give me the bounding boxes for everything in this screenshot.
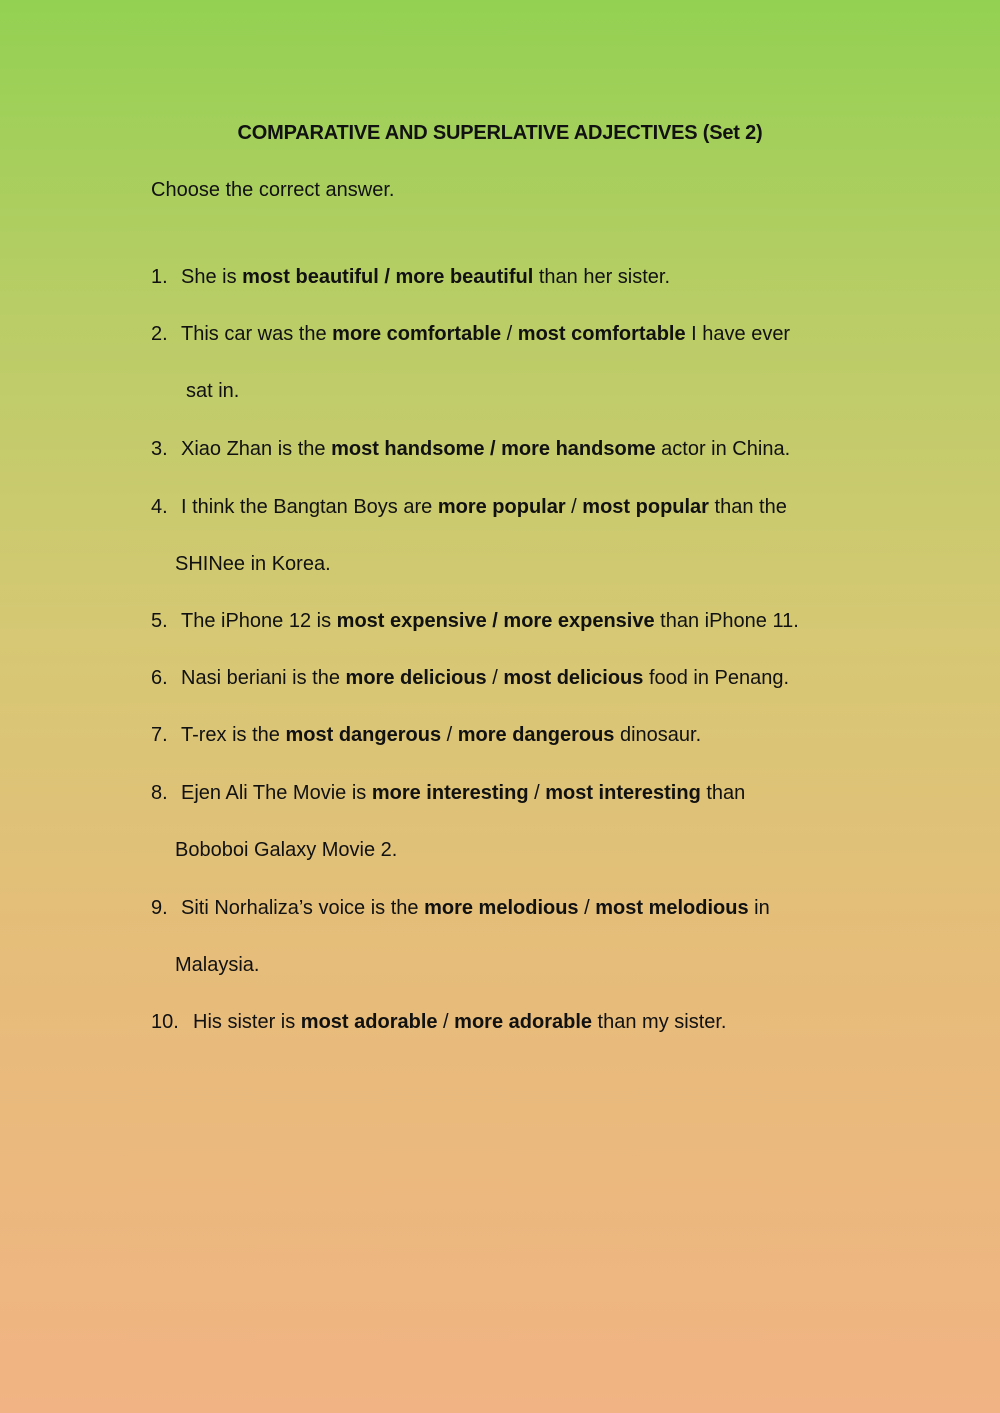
question-number: 5.	[151, 610, 168, 632]
question-4	[151, 496, 787, 519]
option-separator: /	[437, 1011, 455, 1033]
option-separator: /	[578, 897, 596, 919]
question-number: 1.	[151, 266, 168, 288]
answer-option-a[interactable]: most expensive	[336, 610, 487, 632]
answer-option-b[interactable]: most popular	[582, 496, 709, 518]
option-separator: /	[501, 323, 518, 345]
answer-option-b[interactable]: more dangerous	[457, 724, 615, 746]
question-number: 6.	[151, 667, 168, 689]
question-10	[151, 1011, 727, 1034]
answer-option-a[interactable]: more melodious	[424, 897, 579, 919]
question-number: 10.	[151, 1011, 179, 1033]
option-separator: /	[378, 266, 396, 288]
option-separator: /	[565, 496, 583, 518]
answer-option-b[interactable]: most comfortable	[517, 323, 686, 345]
answer-option-b[interactable]: more beautiful	[395, 266, 534, 288]
question-text-pre: His sister is	[193, 1011, 301, 1033]
question-text-post: food in Penang.	[643, 667, 790, 689]
question-text-post: than iPhone 11.	[654, 610, 799, 632]
question-text-pre: T-rex is the	[181, 724, 286, 746]
answer-option-a[interactable]: more interesting	[371, 782, 529, 804]
question-3	[151, 438, 790, 461]
question-number: 9.	[151, 897, 168, 919]
question-2-continuation: sat in.	[186, 380, 240, 402]
answer-option-b[interactable]: most melodious	[595, 897, 749, 919]
question-6	[151, 667, 789, 690]
question-8	[151, 782, 745, 805]
answer-option-a[interactable]: more popular	[437, 496, 566, 518]
option-separator: /	[484, 438, 502, 460]
question-number: 2.	[151, 323, 168, 345]
answer-option-b[interactable]: most delicious	[503, 667, 644, 689]
question-text-pre: Siti Norhaliza’s voice is the	[181, 897, 425, 919]
question-number: 4.	[151, 496, 168, 518]
question-9	[151, 897, 770, 920]
option-separator: /	[441, 724, 458, 746]
question-5	[151, 610, 799, 633]
question-9-continuation: Malaysia.	[175, 954, 260, 976]
question-text-pre: The iPhone 12 is	[181, 610, 337, 632]
question-text-pre: She is	[181, 266, 243, 288]
question-text-post: in	[748, 897, 770, 919]
question-text-post: I have ever	[685, 323, 791, 345]
question-number: 7.	[151, 724, 168, 746]
answer-option-b[interactable]: more expensive	[503, 610, 655, 632]
question-2	[151, 323, 790, 346]
answer-option-b[interactable]: more adorable	[454, 1011, 592, 1033]
question-number: 8.	[151, 782, 168, 804]
answer-option-b[interactable]: most interesting	[545, 782, 701, 804]
answer-option-a[interactable]: most adorable	[300, 1011, 438, 1033]
option-separator: /	[486, 667, 504, 689]
answer-option-a[interactable]: more delicious	[345, 667, 487, 689]
question-text-pre: Nasi beriani is the	[181, 667, 346, 689]
answer-option-b[interactable]: more handsome	[501, 438, 656, 460]
question-text-pre: This car was the	[181, 323, 333, 345]
answer-option-a[interactable]: most beautiful	[242, 266, 379, 288]
answer-option-a[interactable]: more comfortable	[332, 323, 502, 345]
question-text-pre: Xiao Zhan is the	[181, 438, 332, 460]
question-4-continuation: SHINee in Korea.	[175, 553, 331, 575]
question-text-post: than my sister.	[592, 1011, 727, 1033]
question-1	[151, 266, 670, 289]
question-text-post: than her sister.	[533, 266, 671, 288]
question-text-pre: Ejen Ali The Movie is	[181, 782, 372, 804]
question-text-post: dinosaur.	[614, 724, 702, 746]
question-text-post: actor in China.	[655, 438, 791, 460]
option-separator: /	[486, 610, 504, 632]
answer-option-a[interactable]: most handsome	[331, 438, 485, 460]
instruction-text: Choose the correct answer.	[151, 179, 395, 201]
question-number: 3.	[151, 438, 168, 460]
question-text-pre: I think the Bangtan Boys are	[181, 496, 438, 518]
question-8-continuation: Boboboi Galaxy Movie 2.	[175, 839, 398, 861]
question-text-post: than the	[708, 496, 787, 518]
option-separator: /	[528, 782, 546, 804]
question-text-post: than	[700, 782, 746, 804]
answer-option-a[interactable]: most dangerous	[285, 724, 442, 746]
worksheet-title: COMPARATIVE AND SUPERLATIVE ADJECTIVES (Set 2)	[237, 122, 763, 144]
question-7	[151, 724, 701, 747]
